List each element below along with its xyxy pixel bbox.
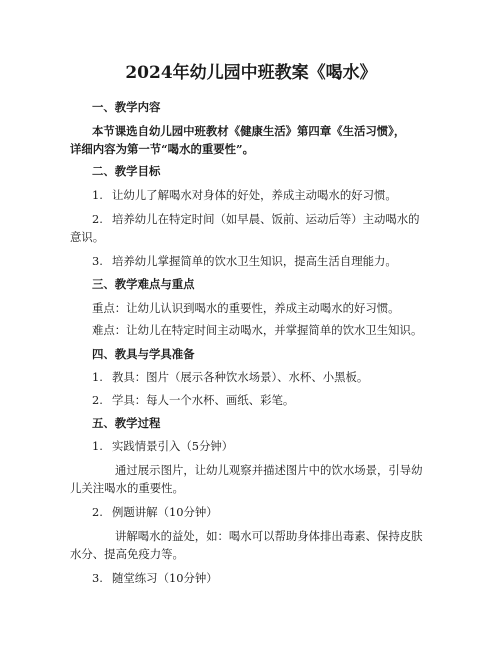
list-number: 1. bbox=[92, 188, 103, 202]
document-title: 2024年幼儿园中班教案《喝水》 bbox=[125, 63, 377, 83]
section-heading-materials: 四、教具与学具准备 bbox=[92, 347, 195, 361]
list-text: 例题讲解（10分钟） bbox=[112, 505, 218, 519]
list-text: 培养幼儿掌握简单的饮水卫生知识，提高生活自理能力。 bbox=[112, 254, 397, 268]
section-heading-content: 一、教学内容 bbox=[92, 100, 161, 114]
difficult-point-text: 难点：让幼儿在特定时间主动喝水，并掌握简单的饮水卫生知识。 bbox=[92, 323, 423, 337]
list-text: 学具：每人一个水杯、画纸、彩笔。 bbox=[112, 393, 295, 407]
section-heading-key-points: 三、教学难点与重点 bbox=[92, 277, 195, 291]
section-heading-objectives: 二、教学目标 bbox=[92, 164, 161, 178]
section-heading-process: 五、教学过程 bbox=[92, 416, 161, 430]
list-text: 培养幼儿在特定时间（如早晨、饭前、运动后等）主动喝水的 bbox=[112, 212, 420, 226]
material-item-1 bbox=[92, 369, 368, 385]
list-number: 2. bbox=[92, 505, 103, 519]
list-number: 1. bbox=[92, 439, 103, 453]
list-text: 让幼儿了解喝水对身体的好处，养成主动喝水的好习惯。 bbox=[112, 188, 397, 202]
material-item-2 bbox=[92, 392, 294, 408]
list-number: 3. bbox=[92, 254, 103, 268]
process-step-2 bbox=[92, 504, 218, 520]
list-number: 3. bbox=[92, 571, 103, 585]
list-text: 实践情景引入（5分钟） bbox=[112, 439, 234, 453]
process-step-1 bbox=[92, 438, 233, 454]
key-point-text: 重点：让幼儿认识到喝水的重要性，养成主动喝水的好习惯。 bbox=[92, 301, 400, 315]
process-step-2-desc-line-2: 水分、提高免疫力等。 bbox=[70, 547, 184, 561]
objective-item-1 bbox=[92, 187, 397, 203]
list-text: 教具：图片（展示各种饮水场景）、水杯、小黑板。 bbox=[112, 370, 369, 384]
list-text: 随堂练习（10分钟） bbox=[112, 571, 218, 585]
process-step-1-desc-line-1: 通过展示图片，让幼儿观察并描述图片中的饮水场景，引导幼 bbox=[115, 463, 423, 477]
content-paragraph-line-2: 详细内容为第一节“喝水的重要性”。 bbox=[70, 142, 254, 156]
list-number: 1. bbox=[92, 370, 103, 384]
process-step-1-desc-line-2: 儿关注喝水的重要性。 bbox=[70, 481, 184, 495]
list-number: 2. bbox=[92, 212, 103, 226]
process-step-2-desc-line-1: 讲解喝水的益处，如：喝水可以帮助身体排出毒素、保持皮肤 bbox=[115, 529, 423, 543]
list-number: 2. bbox=[92, 393, 103, 407]
process-step-3 bbox=[92, 570, 218, 586]
objective-item-3 bbox=[92, 253, 397, 269]
content-paragraph-line-1: 本节课选自幼儿园中班教材《健康生活》第四章《生活习惯》， bbox=[92, 124, 406, 138]
objective-item-2 bbox=[92, 211, 420, 227]
objective-item-2-continuation: 意识。 bbox=[70, 230, 105, 244]
